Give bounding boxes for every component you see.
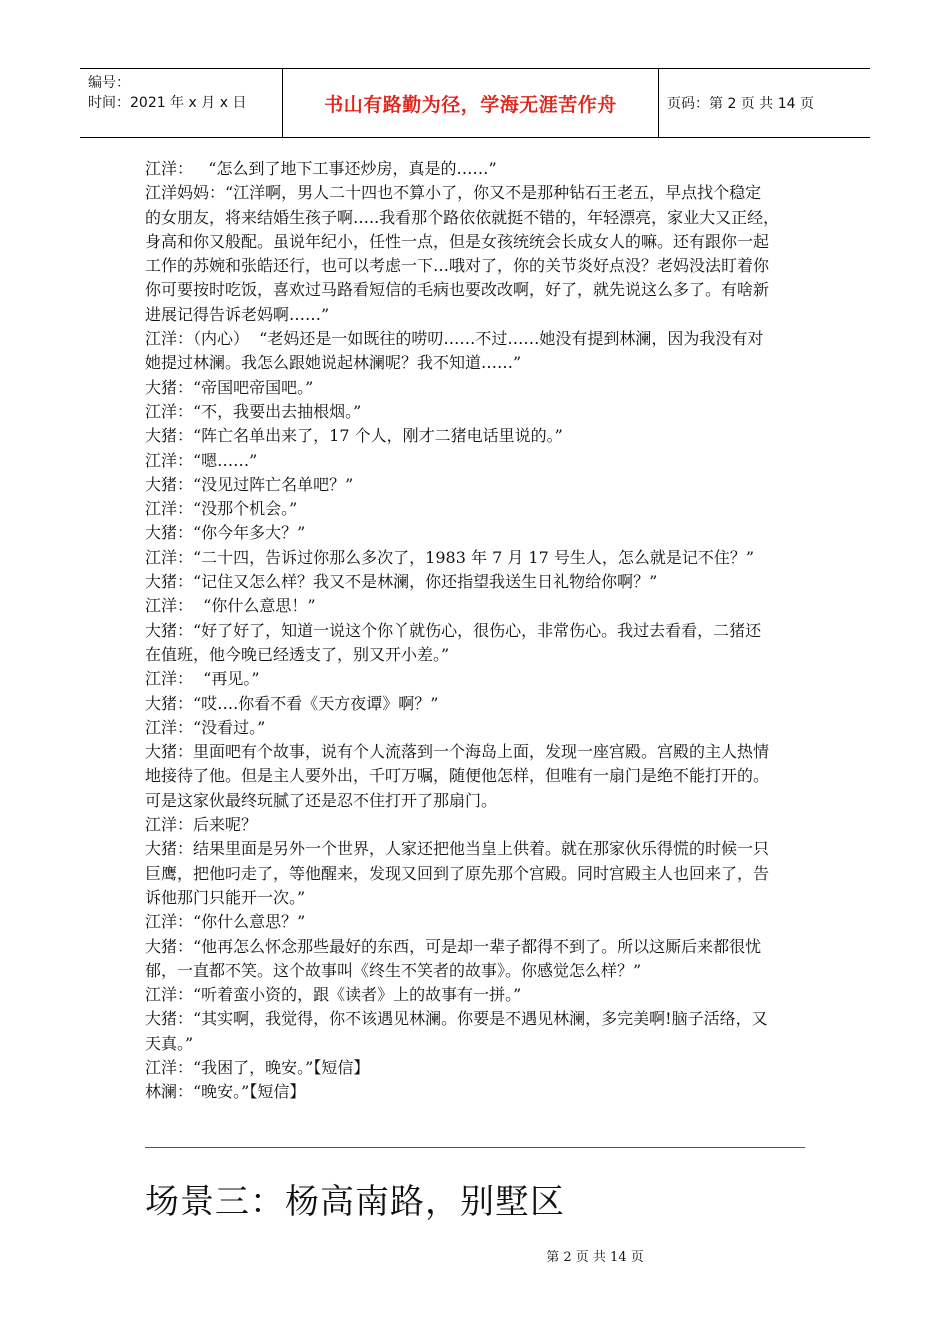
dialogue-line: 江洋：“没那个机会。” [145,499,298,519]
dialogue-line: 江洋：“嗯……” [145,450,258,470]
header-motto: 书山有路勤为径，学海无涯苦作舟 [324,93,617,116]
dialogue-line: 巨鹰，把他叼走了，等他醒来，发现又回到了原先那个宫殿。同时宫殿主人也回来了，告 [145,863,770,883]
dialogue-line: 大猪：里面吧有个故事，说有个人流落到一个海岛上面，发现一座宫殿。宫殿的主人热情 [145,742,770,762]
dialogue-line: 你可要按时吃饭，喜欢过马路看短信的毛病也要改改啊，好了，就先说这么多了。有啥新 [145,280,770,300]
dialogue-line: 进展记得告诉老妈啊……” [145,304,330,324]
dialogue-line: 天真。” [145,1033,194,1053]
dialogue-line: 大猪：“你今年多大？” [145,523,306,543]
dialogue-line: 大猪：“阵亡名单出来了，17 个人，刚才二猪电话里说的。” [145,426,563,446]
dialogue-line: 江洋妈妈：“江洋啊，男人二十四也不算小了，你又不是那种钻石王老五，早点找个稳定 [145,183,762,203]
scene-heading: 场景三：杨高南路，别墅区 [145,1182,565,1222]
dialogue-body [145,157,810,1105]
header-table [80,68,870,138]
dialogue-line: 江洋：“你什么意思？” [145,912,306,932]
header-page-label: 页码：第 2 页 共 14 页 [667,96,814,112]
dialogue-line: 的女朋友，将来结婚生孩子啊…..我看那个路依依就挺不错的，年轻漂亮，家业大又正经， [145,207,780,227]
page-footer [0,1246,950,1265]
dialogue-line: 大猪：“他再怎么怀念那些最好的东西，可是却一辈子都得不到了。所以这厮后来都很忧 [145,936,762,956]
dialogue-line: 江洋： “怎么到了地下工事还炒房，真是的……” [145,159,497,178]
dialogue-line: 江洋：“二十四，告诉过你那么多次了，1983 年 7 月 17 号生人，怎么就是记不住？” [145,547,755,567]
dialogue-line: 在值班，他今晚已经透支了，别又开小差。” [145,644,450,664]
dialogue-line: 诉他那门只能开一次。” [145,887,306,907]
dialogue-line: 大猪：“好了好了，知道一说这个你丫就伤心，很伤心，非常伤心。我过去看看，二猪还 [145,620,762,640]
dialogue-line: 江洋： “你什么意思！” [145,596,316,616]
dialogue-line: 大猪：“其实啊，我觉得，你不该遇见林澜。你要是不遇见林澜，多完美啊!脑子活络，又 [145,1009,768,1029]
dialogue-line: 她提过林澜。我怎么跟她说起林澜呢？我不知道……” [145,353,522,373]
dialogue-line: 江洋： “再见。” [145,669,260,689]
dialogue-line: 工作的苏婉和张皓还行，也可以考虑一下…哦对了，你的关节炎好点没？老妈没法盯着你 [145,256,770,276]
dialogue-line: 大猪：“记住又怎么样？我又不是林澜，你还指望我送生日礼物给你啊？” [145,572,658,592]
header-motto-cell [283,69,659,137]
dialogue-line: 身高和你又般配。虽说年纪小，任性一点，但是女孩统统会长成女人的嘛。还有跟你一起 [145,231,770,251]
dialogue-line: 江洋：（内心） “老妈还是一如既往的唠叨……不过……她没有提到林澜，因为我没有对 [145,329,764,349]
dialogue-line: 江洋：“不，我要出去抽根烟。” [145,401,362,421]
dialogue-line: 地接待了他。但是主人要外出，千叮万嘱，随便他怎样，但唯有一扇门是绝不能打开的。 [145,766,770,786]
header-number-label: 编号： [88,75,130,91]
dialogue-line: 江洋：“没看过。” [145,717,266,737]
dialogue-line: 郁，一直都不笑。这个故事叫《终生不笑者的故事》。你感觉怎么样？” [145,960,642,980]
dialogue-line: 江洋：后来呢？ [145,815,258,835]
header-meta-cell [80,69,283,137]
dialogue-line: 大猪：“哎….你看不看《天方夜谭》啊？” [145,693,439,713]
header-time-label: 时间：2021 年 x 月 x 日 [88,95,247,111]
dialogue-line: 可是这家伙最终玩腻了还是忍不住打开了那扇门。 [145,790,498,810]
dialogue-line: 大猪：“帝国吧帝国吧。” [145,377,314,397]
header-page-cell [659,69,870,137]
dialogue-line: 大猪：“没见过阵亡名单吧？” [145,474,354,494]
dialogue-line: 林澜：“晚安。”【短信】 [145,1082,306,1102]
footer-page-number: 第 2 页 共 14 页 [546,1250,644,1265]
dialogue-line: 江洋：“我困了，晚安。”【短信】 [145,1057,370,1077]
dialogue-line: 江洋：“听着蛮小资的，跟《读者》上的故事有一拼。” [145,985,522,1005]
dialogue-line: 大猪：结果里面是另外一个世界，人家还把他当皇上供着。就在那家伙乐得慌的时候一只 [145,839,770,859]
section-divider [145,1147,805,1148]
